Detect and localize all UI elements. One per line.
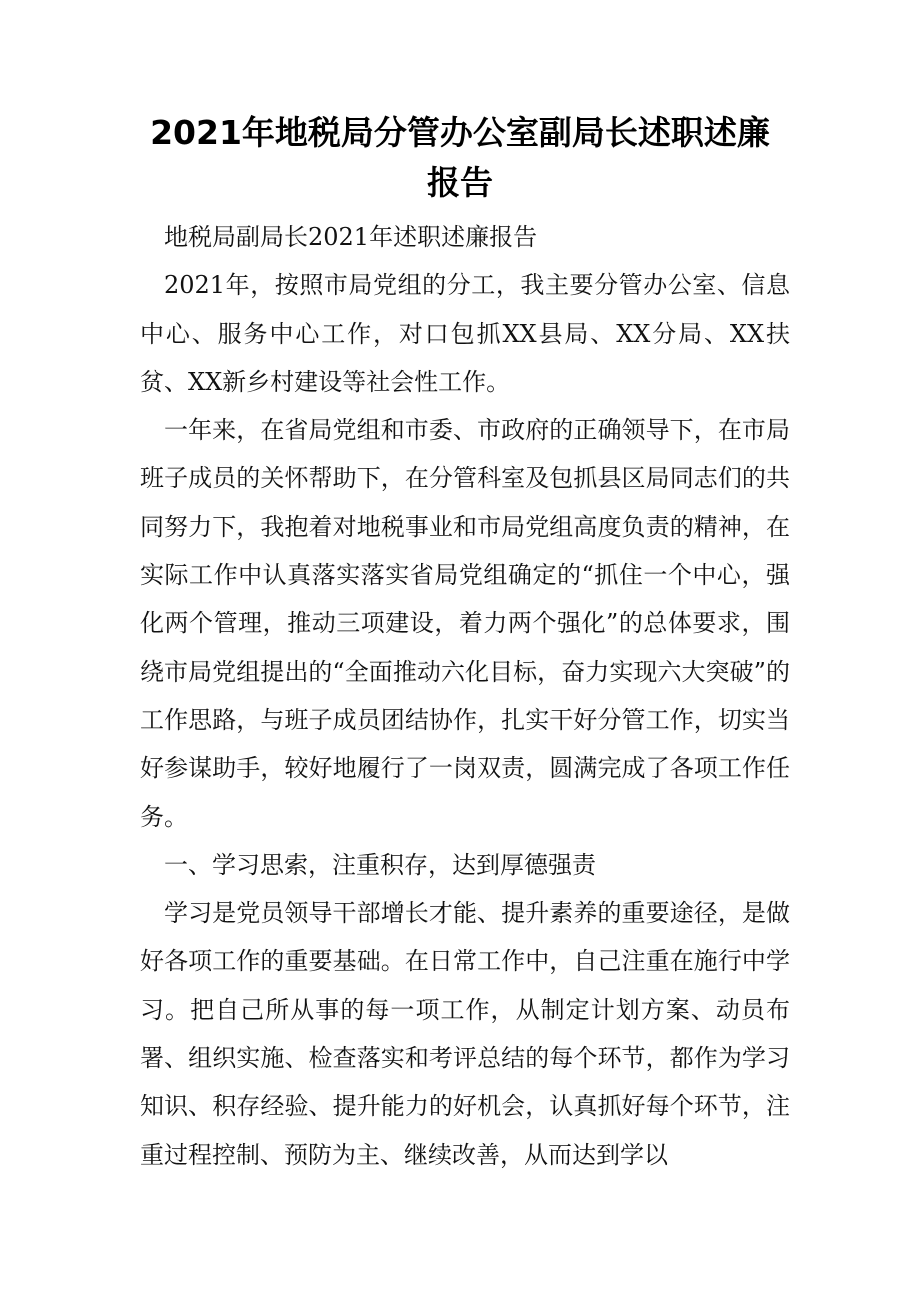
document-subtitle: 地税局副局长2021年述职述廉报告	[164, 223, 538, 251]
paragraph-work-division: 2021年，按照市局党组的分工，我主要分管办公室、信息中心、服务中心工作，对口包抓XX县局、XX分局、XX扶贫、XX新乡村建设等社会性工作。	[140, 271, 790, 396]
document-body	[140, 213, 790, 1179]
section-heading-study: 一、学习思索，注重积存，达到厚德强责	[164, 850, 596, 879]
document-title-line-1: 2021年地税局分管办公室副局长述职述廉	[150, 113, 770, 152]
document-title	[120, 108, 800, 208]
paragraph-study: 学习是党员领导干部增长才能、提升素养的重要途径，是做好各项工作的重要基础。在日常工作中，自己注重在施行中学习。把自己所从事的每一项工作，从制定计划方案、动员布署、组织实施、检查落实和考评总结的每个环节，都作为学习知识、积存经验、提升能力的好机会，认真抓好每个环节，注重过程控制、预防为主、继续改善，从而达到学以	[140, 899, 790, 1169]
document-title-line-2: 报告	[427, 163, 493, 202]
paragraph-year-review: 一年来，在省局党组和市委、市政府的正确领导下，在市局班子成员的关怀帮助下，在分管科室及包抓县区局同志们的共同努力下，我抱着对地税事业和市局党组高度负责的精神，在实际工作中认真落实落实省局党组确定的“抓住一个中心，强化两个管理，推动三项建设，着力两个强化”的总体要求，围绕市局党组提出的“全面推动六化目标，奋力实现六大突破”的工作思路，与班子成员团结协作，扎实干好分管工作，切实当好参谋助手，较好地履行了一岗双责，圆满完成了各项工作任务。	[140, 416, 790, 831]
